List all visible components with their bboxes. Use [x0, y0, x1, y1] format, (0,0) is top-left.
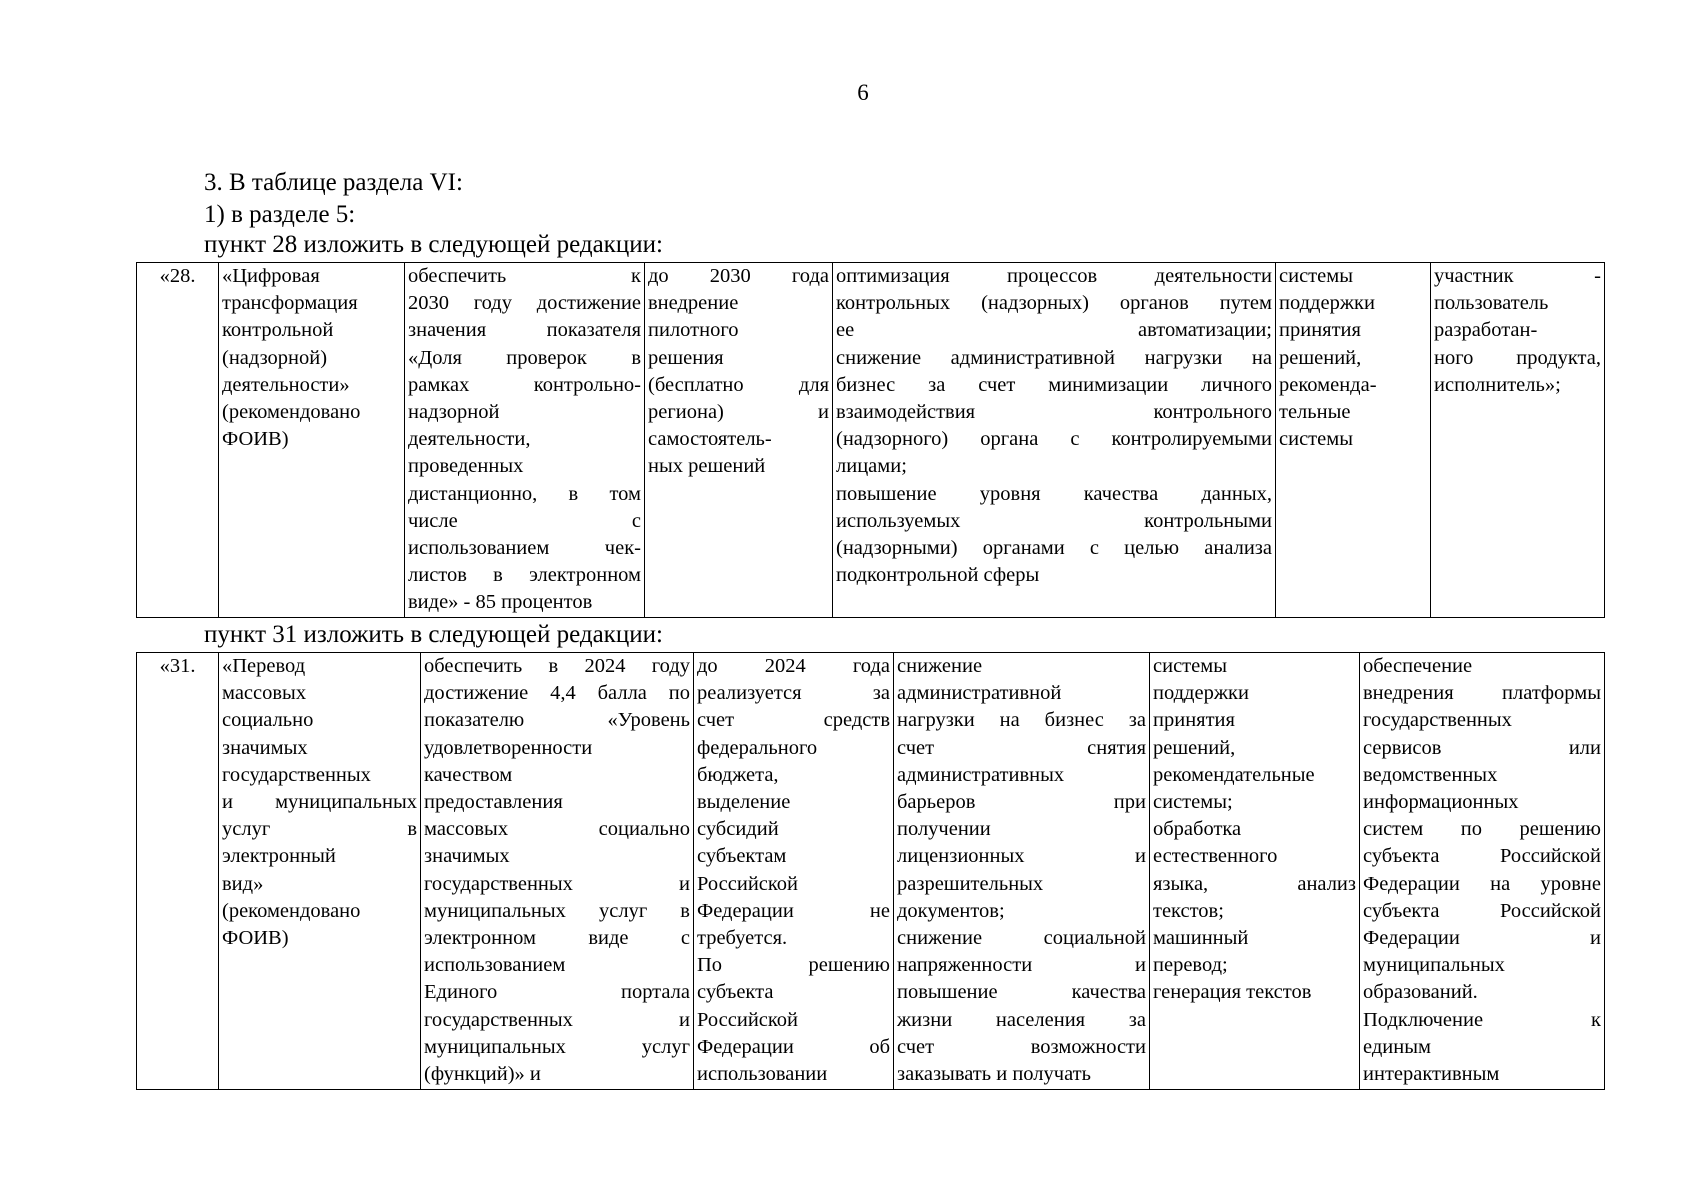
item-28-instruction: пункт 28 изложить в следующей редакции:: [204, 231, 663, 258]
cell-text-line: снижение административной нагрузки на: [836, 346, 1272, 369]
cell-text-line: системы: [1279, 428, 1353, 451]
cell-text-line: виде» - 85 процентов: [408, 591, 593, 614]
cell-text-line: обеспечить к: [408, 265, 641, 287]
cell-text-line: ФОИВ): [222, 428, 289, 451]
cell-text-line: рекоменда-: [1279, 373, 1377, 396]
implementation-cell: [645, 263, 833, 618]
cell-text-line: Федерации на уровне: [1363, 872, 1601, 895]
cell-text-line: счет средств: [697, 709, 890, 732]
cell-text-line: субсидий: [697, 818, 779, 841]
cell-text-line: оптимизация процессов деятельности: [836, 265, 1272, 287]
cell-text-line: субъекта: [697, 981, 774, 1004]
cell-text-line: систем по решению: [1363, 818, 1601, 841]
cell-text-line: лицами;: [836, 455, 907, 478]
cell-text-line: рекомендательные: [1153, 763, 1315, 786]
cell-text-line: массовых социально: [424, 818, 690, 841]
cell-text-line: (функций)» и: [424, 1063, 541, 1086]
cell-text-line: региона) и: [648, 401, 829, 424]
cell-text-line: (надзорной): [222, 346, 328, 369]
cell-text-line: внедрения платформы: [1363, 682, 1601, 705]
cell-text-line: заказывать и получать: [897, 1063, 1091, 1086]
cell-text-line: деятельности»: [222, 373, 350, 396]
cell-text-line: предоставления: [424, 791, 563, 814]
table-row: [137, 653, 1605, 1090]
cell-text-line: жизни населения за: [897, 1008, 1146, 1031]
participants-cell: [1431, 263, 1605, 618]
cell-text-line: субъекта Российской: [1363, 899, 1601, 922]
cell-text-line: числе с: [408, 509, 641, 532]
cell-text-line: муниципальных: [1363, 954, 1505, 977]
cell-text-line: рамках контрольно-: [408, 373, 641, 396]
cell-text-line: интерактивным: [1363, 1063, 1500, 1086]
cell-text-line: социально: [222, 709, 314, 732]
cell-text-line: электронном виде с: [424, 927, 690, 950]
cell-text-line: дистанционно, в том: [408, 482, 641, 505]
cell-text-line: нагрузки на бизнес за: [897, 709, 1146, 732]
cell-text-line: государственных и: [424, 1008, 690, 1031]
cell-text-line: качеством: [424, 763, 513, 786]
cell-text-line: «Доля проверок в: [408, 346, 641, 369]
cell-text-line: до 2024 года: [697, 655, 890, 677]
cell-text-line: решений,: [1279, 346, 1362, 369]
page-number: 6: [857, 80, 869, 105]
cell-text-line: решений,: [1153, 736, 1236, 759]
cell-text-line: административных: [897, 763, 1065, 786]
cell-text-line: проведенных: [408, 455, 524, 478]
cell-text-line: (рекомендовано: [222, 899, 361, 922]
cell-text-line: пользователь: [1434, 292, 1549, 315]
technologies-cell: [1276, 263, 1431, 618]
cell-text-line: контрольных (надзорных) органов путем: [836, 292, 1272, 315]
cell-text-line: барьеров при: [897, 791, 1146, 814]
cell-text-line: перевод;: [1153, 954, 1228, 977]
cell-text-line: Российской: [697, 872, 799, 895]
cell-text-line: требуется.: [697, 927, 788, 950]
cell-text-line: вид»: [222, 872, 264, 895]
cell-text-line: бюджета,: [697, 763, 779, 786]
cell-text-line: административной: [897, 682, 1062, 705]
cell-text-line: значимых: [222, 736, 308, 759]
cell-text-line: электронный: [222, 845, 336, 868]
cell-text-line: Федерации и: [1363, 927, 1601, 950]
cell-text-line: исполнитель»;: [1434, 373, 1561, 396]
cell-text-line: самостоятель-: [648, 428, 772, 451]
cell-text-line: массовых: [222, 682, 307, 705]
cell-text-line: удовлетворенности: [424, 736, 593, 759]
cell-text-line: Федерации не: [697, 899, 890, 922]
cell-text-line: взаимодействия контрольного: [836, 401, 1272, 424]
expected-effects-cell: [833, 263, 1276, 618]
cell-text-line: субъектам: [697, 845, 787, 868]
cell-text-line: достижение 4,4 балла по: [424, 682, 690, 705]
cell-text-line: (бесплатно для: [648, 373, 829, 396]
cell-text-line: (надзорными) органами с целью анализа: [836, 537, 1272, 560]
cell-text-line: Единого портала: [424, 981, 690, 1004]
cell-text-line: системы;: [1153, 791, 1233, 814]
cell-text-line: разработан-: [1434, 319, 1538, 342]
cell-text-line: 2030 году достижение: [408, 292, 641, 315]
cell-text-line: «Перевод: [222, 655, 306, 677]
cell-text-line: показателю «Уровень: [424, 709, 690, 732]
cell-text-line: ФОИВ): [222, 927, 289, 950]
cell-text-line: естественного: [1153, 845, 1278, 868]
target-indicator-cell: [405, 263, 645, 618]
item-31-table: [136, 652, 1605, 1090]
cell-text-line: и муниципальных: [222, 791, 417, 814]
cell-text-line: языка, анализ: [1153, 872, 1356, 895]
cell-text-line: участник -: [1434, 265, 1601, 287]
item-name-cell: [219, 653, 421, 1090]
cell-text-line: повышение уровня качества данных,: [836, 482, 1272, 505]
cell-text-line: муниципальных услуг: [424, 1035, 690, 1058]
cell-text-line: использованием чек-: [408, 537, 641, 560]
cell-text-line: пилотного: [648, 319, 739, 342]
cell-text-line: «Цифровая: [222, 265, 320, 287]
cell-text-line: федерального: [697, 736, 818, 759]
cell-text-line: значимых: [424, 845, 510, 868]
cell-text-line: генерация текстов: [1153, 981, 1312, 1004]
cell-text-line: получении: [897, 818, 991, 841]
participants-cell: [1360, 653, 1605, 1090]
expected-effects-cell: [894, 653, 1150, 1090]
cell-text-line: поддержки: [1153, 682, 1249, 705]
cell-text-line: системы: [1153, 655, 1227, 677]
cell-text-line: обеспечение: [1363, 655, 1473, 677]
cell-text-line: ее автоматизации;: [836, 319, 1272, 342]
cell-text-line: (надзорного) органа с контролируемыми: [836, 428, 1272, 451]
cell-text-line: трансформация: [222, 292, 358, 315]
cell-text-line: решения: [648, 346, 724, 369]
cell-text-line: субъекта Российской: [1363, 845, 1601, 868]
cell-text-line: счет снятия: [897, 736, 1146, 759]
item-name-cell: [219, 263, 405, 618]
cell-text-line: муниципальных услуг в: [424, 899, 690, 922]
cell-text-line: внедрение: [648, 292, 739, 315]
cell-text-line: услуг в: [222, 818, 417, 841]
cell-text-line: до 2030 года: [648, 265, 829, 287]
cell-text-line: повышение качества: [897, 981, 1146, 1004]
cell-text-line: системы: [1279, 265, 1353, 287]
cell-text-line: ного продукта,: [1434, 346, 1601, 369]
cell-text-line: Российской: [697, 1008, 799, 1031]
item-number-cell: «28.: [137, 263, 219, 618]
cell-text-line: документов;: [897, 899, 1005, 922]
cell-text-line: единым: [1363, 1035, 1431, 1058]
cell-text-line: снижение: [897, 655, 983, 677]
cell-text-line: принятия: [1279, 319, 1361, 342]
cell-text-line: разрешительных: [897, 872, 1044, 895]
cell-text-line: информационных: [1363, 791, 1519, 814]
cell-text-line: использовании: [697, 1063, 828, 1086]
cell-text-line: поддержки: [1279, 292, 1375, 315]
technologies-cell: [1150, 653, 1360, 1090]
cell-text-line: листов в электронном: [408, 564, 641, 587]
cell-text-line: бизнес за счет минимизации личного: [836, 373, 1272, 396]
cell-text-line: реализуется за: [697, 682, 890, 705]
cell-text-line: Федерации об: [697, 1035, 890, 1058]
cell-text-line: контрольной: [222, 319, 334, 342]
section-heading: 3. В таблице раздела VI:: [204, 169, 463, 196]
cell-text-line: ведомственных: [1363, 763, 1498, 786]
cell-text-line: деятельности,: [408, 428, 531, 451]
cell-text-line: текстов;: [1153, 899, 1224, 922]
item-31-instruction: пункт 31 изложить в следующей редакции:: [204, 621, 663, 648]
cell-text-line: обеспечить в 2024 году: [424, 655, 690, 677]
cell-text-line: подконтрольной сферы: [836, 564, 1040, 587]
cell-text-line: выделение: [697, 791, 791, 814]
cell-text-line: надзорной: [408, 401, 500, 424]
cell-text-line: государственных: [222, 763, 371, 786]
cell-text-line: лицензионных и: [897, 845, 1146, 868]
item-number-cell: «31.: [137, 653, 219, 1090]
cell-text-line: принятия: [1153, 709, 1235, 732]
implementation-cell: [694, 653, 894, 1090]
cell-text-line: машинный: [1153, 927, 1249, 950]
subsection-heading: 1) в разделе 5:: [204, 201, 356, 228]
cell-text-line: использованием: [424, 954, 566, 977]
cell-text-line: ных решений: [648, 455, 766, 478]
cell-text-line: счет возможности: [897, 1035, 1146, 1058]
cell-text-line: По решению: [697, 954, 890, 977]
cell-text-line: государственных: [1363, 709, 1512, 732]
cell-text-line: сервисов или: [1363, 736, 1601, 759]
item-28-table: [136, 262, 1605, 618]
cell-text-line: тельные: [1279, 401, 1351, 424]
cell-text-line: государственных и: [424, 872, 690, 895]
cell-text-line: напряженности и: [897, 954, 1146, 977]
cell-text-line: образований.: [1363, 981, 1478, 1004]
cell-text-line: снижение социальной: [897, 927, 1146, 950]
table-row: [137, 263, 1605, 618]
target-indicator-cell: [421, 653, 694, 1090]
cell-text-line: (рекомендовано: [222, 401, 361, 424]
cell-text-line: используемых контрольными: [836, 509, 1272, 532]
cell-text-line: Подключение к: [1363, 1008, 1601, 1031]
cell-text-line: значения показателя: [408, 319, 641, 342]
cell-text-line: обработка: [1153, 818, 1242, 841]
